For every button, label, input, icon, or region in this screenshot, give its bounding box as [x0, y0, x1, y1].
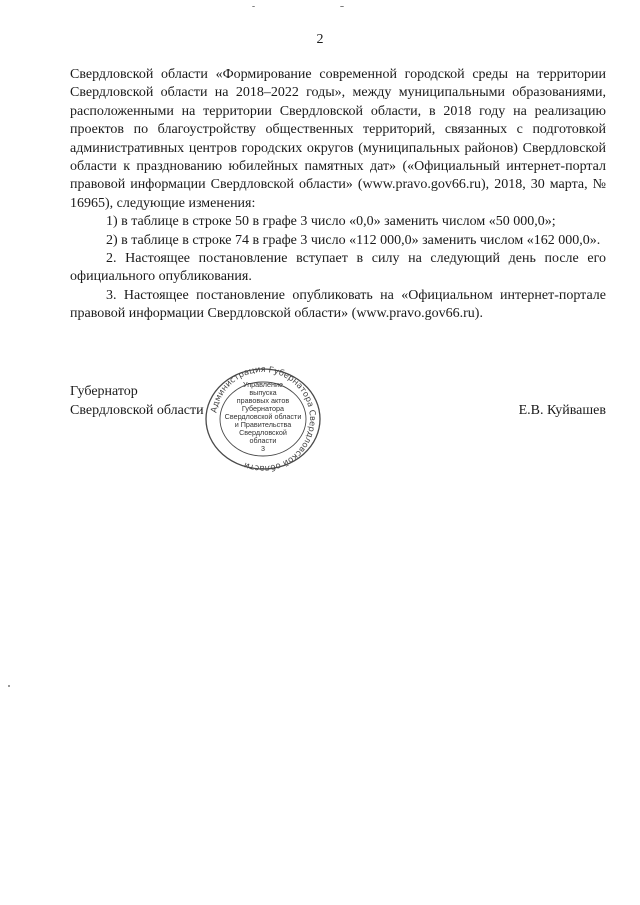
signatory-title [70, 382, 204, 420]
scan-speck [8, 685, 10, 687]
seal-line: Губернатора [241, 404, 285, 413]
seal-center-text [200, 381, 326, 453]
seal-line: Свердловской области [224, 412, 302, 421]
paragraph-effective-date: 2. Настоящее постановление вступает в силу на следующий день после его официального опубликования. [70, 251, 606, 285]
seal-line: и Правительства [234, 420, 292, 429]
seal-line: правовых актов [236, 396, 290, 405]
official-seal-stamp [200, 364, 326, 474]
document-body [70, 66, 606, 324]
seal-line: области [249, 436, 277, 445]
seal-ring-text: Администрация Губернатора Свердловской области [208, 364, 319, 474]
scan-speck [252, 6, 255, 7]
seal-line: выпуска [249, 388, 277, 397]
seal-line: Управление [243, 380, 283, 389]
signature-block [70, 382, 606, 442]
scan-speck [340, 6, 344, 7]
signatory-title-line-1: Губернатор [70, 384, 138, 399]
amendment-item-1: 1) в таблице в строке 50 в графе 3 число «0,0» заменить числом «50 000,0»; [106, 214, 556, 230]
seal-line: Свердловской [239, 428, 287, 437]
paragraph-publication: 3. Настоящее постановление опубликовать на «Официальном интернет-портале правовой информации Свердловской области» (www.pravo.gov66.ru). [70, 287, 606, 322]
page-number: 2 [316, 32, 324, 47]
paragraph-continuation: Свердловской области «Формирование современной городской среды на территории Свердловской области на 2018–2022 годы», между муниципальными образованиями, расположенными на территории Свердловской области, в 2018 году на реализацию проектов по благоустройству общественных территорий, связанных с подготовкой административных центров городских округов (муниципальных районов) Свердловской области к празднованию юбилейных памятных дат» («Официальный интернет-портал правовой информации Свердловской области» (www.pravo.gov66.ru), 2018, 30 марта, № 16965), следующие изменения: [70, 67, 606, 211]
amendment-item-2: 2) в таблице в строке 74 в графе 3 число «112 000,0» заменить числом «162 000,0». [106, 232, 601, 248]
signatory-title-line-2: Свердловской области [70, 403, 204, 418]
signatory-name: Е.В. Куйвашев [518, 403, 606, 418]
seal-line: 3 [261, 444, 265, 453]
